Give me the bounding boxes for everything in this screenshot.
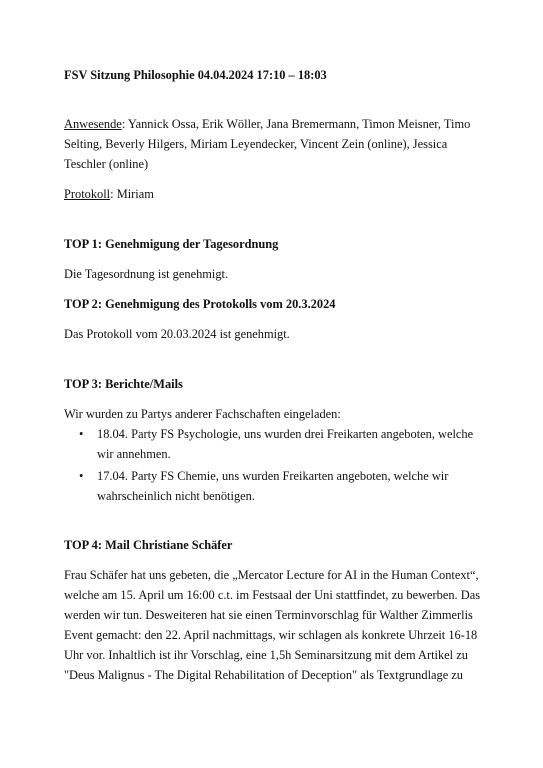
protocol-paragraph: Protokoll: Miriam (64, 187, 154, 201)
protocol-label: Protokoll (64, 187, 111, 201)
section-heading-top2: TOP 2: Genehmigung des Protokolls vom 20.3.2024 (64, 297, 336, 311)
protocol-name: Miriam (116, 187, 154, 201)
section-heading-top4: TOP 4: Mail Christiane Schäfer (64, 538, 233, 552)
attendees-paragraph: Anwesende: Yannick Ossa, Erik Wöller, Jana Bremermann, Timon Meisner, Timo Selting, Beverly Hilgers, Miriam Leyendecker, Vincent Zein (online), Jessica Teschler (online) (64, 117, 471, 171)
section-text-top3: Wir wurden zu Partys anderer Fachschaften eingeladen: (64, 407, 341, 421)
bullet-icon: • (79, 427, 84, 441)
list-item-text: 18.04. Party FS Psychologie, uns wurden drei Freikarten angeboten, welche wir annehmen. (97, 427, 474, 461)
section-heading-top1: TOP 1: Genehmigung der Tagesordnung (64, 237, 279, 251)
attendees-list: Yannick Ossa, Erik Wöller, Jana Bremermann, Timon Meisner, Timo Selting, Beverly Hilgers, Miriam Leyendecker, Vincent Zein (online), Jessica Teschler (online) (64, 117, 471, 171)
list-item (64, 424, 484, 464)
document-page (64, 60, 484, 685)
attendees-label: Anwesende (64, 117, 122, 131)
document-title: FSV Sitzung Philosophie 04.04.2024 17:10 – 18:03 (64, 68, 327, 82)
bullet-list-top3 (64, 424, 484, 506)
list-item-text: 17.04. Party FS Chemie, uns wurden Freikarten angeboten, welche wir wahrscheinlich nicht benötigen. (97, 469, 449, 503)
section-text-top2: Das Protokoll vom 20.03.2024 ist genehmigt. (64, 327, 290, 341)
bullet-icon: • (79, 469, 84, 483)
list-item (64, 466, 484, 506)
section-text-top1: Die Tagesordnung ist genehmigt. (64, 267, 229, 281)
section-text-top4: Frau Schäfer hat uns gebeten, die „Mercator Lecture for AI in the Human Context“, welche am 15. April um 16:00 c.t. im Festsaal der Uni stattfindet, zu bewerben. Das werden wir tun. Desweiteren hat sie einen Terminvorschlag für Walther Zimmerlis Event gemacht: den 22. April nachmittags, wir schlagen als konkrete Uhrzeit 16-18 Uhr vor. Inhaltlich ist ihr Vorschlag, eine 1,5h Seminarsitzung mit dem Artikel zu "Deus Malignus - The Digital Rehabilitation of Deception" als Textgrundlage zu (64, 568, 481, 682)
section-heading-top3: TOP 3: Berichte/Mails (64, 377, 183, 391)
